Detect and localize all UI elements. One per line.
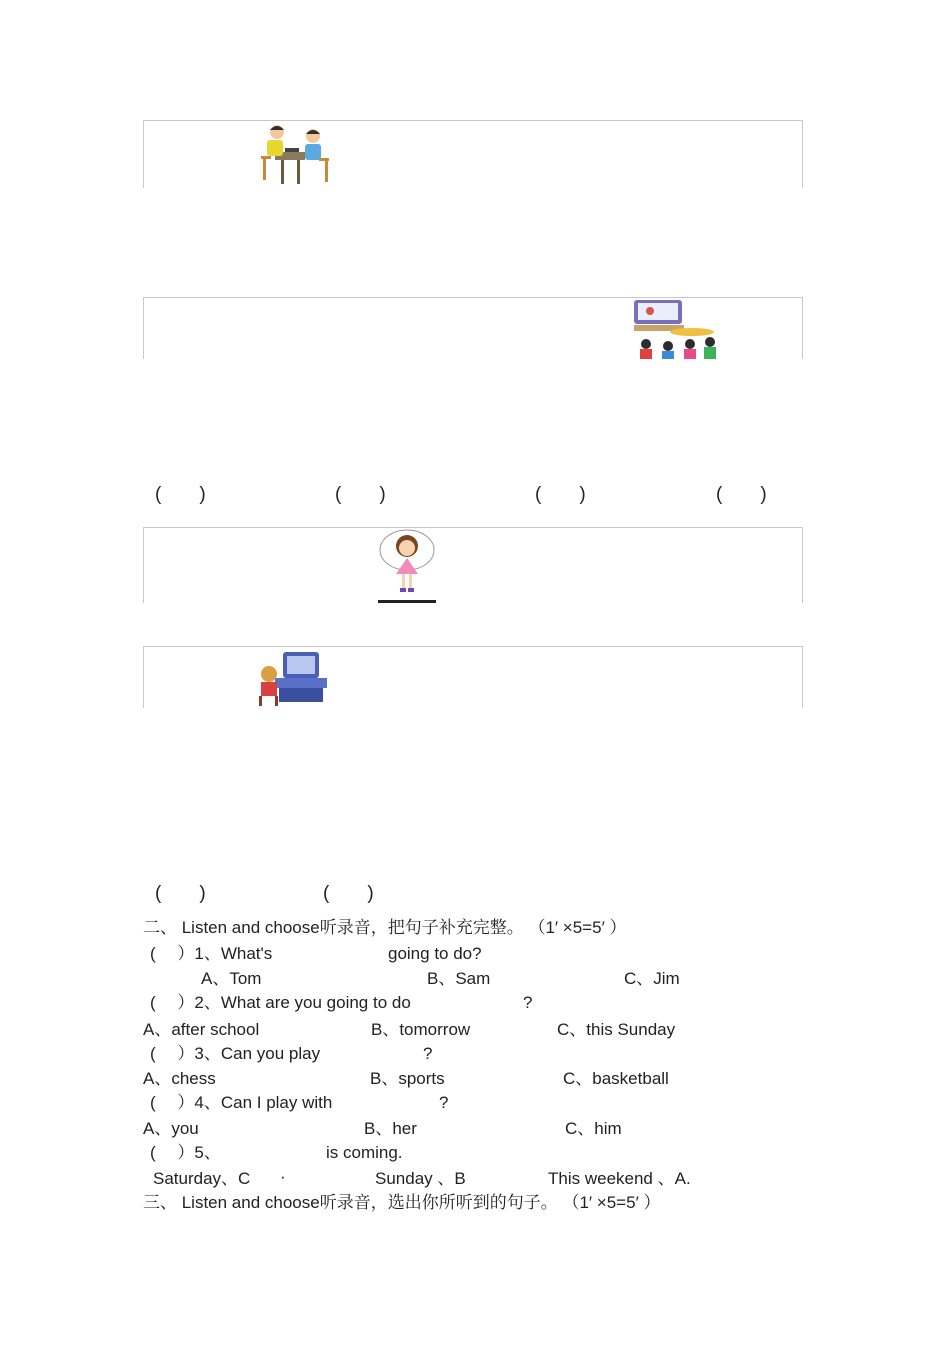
section2-heading: 二、 Listen and choose听录音，把句子补充完整。 （1′ ×5=5′ ） xyxy=(143,918,627,937)
q3-stem: ( ）3、Can you play xyxy=(150,1044,321,1063)
q3-stem-end: ? xyxy=(423,1044,433,1063)
q3-option-a[interactable]: A、chess xyxy=(143,1069,216,1088)
picture-box-4 xyxy=(143,646,803,708)
q1-option-a[interactable]: A、Tom xyxy=(201,969,262,988)
jump-rope-girl-picture xyxy=(376,528,438,609)
q4-stem: ( ）4、Can I play with xyxy=(150,1093,333,1112)
chess-players-picture xyxy=(255,122,335,193)
q5-dot: · xyxy=(280,1167,286,1186)
q2-stem-end: ? xyxy=(523,993,533,1012)
q4-stem-end: ? xyxy=(439,1093,449,1112)
q2-option-b[interactable]: B、tomorrow xyxy=(371,1020,471,1039)
answer-blank[interactable]: ( ) xyxy=(323,883,374,904)
answer-blank[interactable]: ( ) xyxy=(335,484,386,505)
q4-option-a[interactable]: A、you xyxy=(143,1119,199,1138)
q1-stem: ( ）1、What's xyxy=(150,944,273,963)
answer-blank[interactable]: ( ) xyxy=(155,484,206,505)
q3-option-b[interactable]: B、sports xyxy=(370,1069,445,1088)
answer-blank[interactable]: ( ) xyxy=(155,883,206,904)
q1-option-b[interactable]: B、Sam xyxy=(427,969,491,988)
q5-option-saturday[interactable]: Saturday、C xyxy=(153,1169,251,1188)
q2-option-a[interactable]: A、after school xyxy=(143,1020,260,1039)
picture-box-1 xyxy=(143,120,803,188)
q5-stem: ( ）5、 xyxy=(150,1143,221,1162)
q5-stem-end: is coming. xyxy=(326,1143,403,1162)
q3-option-c[interactable]: C、basketball xyxy=(563,1069,669,1088)
watching-tv-picture xyxy=(632,298,722,365)
q1-option-c[interactable]: C、Jim xyxy=(624,969,680,988)
q4-option-b[interactable]: B、her xyxy=(364,1119,417,1138)
answer-blank[interactable]: ( ) xyxy=(535,484,586,505)
q2-option-c[interactable]: C、this Sunday xyxy=(557,1020,676,1039)
q1-stem-end: going to do? xyxy=(388,944,482,963)
q5-option-sunday[interactable]: Sunday 、B xyxy=(375,1169,466,1188)
q5-option-weekend[interactable]: This weekend 、A. xyxy=(548,1169,691,1188)
q2-stem: ( ）2、What are you going to do xyxy=(150,993,411,1012)
section3-heading: 三、 Listen and choose听录音，选出你所听到的句子。 （1′ ×5=5′ ） xyxy=(143,1193,661,1212)
answer-blank[interactable]: ( ) xyxy=(716,484,767,505)
picture-box-3 xyxy=(143,527,803,603)
computer-child-picture xyxy=(255,646,331,713)
q4-option-c[interactable]: C、him xyxy=(565,1119,622,1138)
